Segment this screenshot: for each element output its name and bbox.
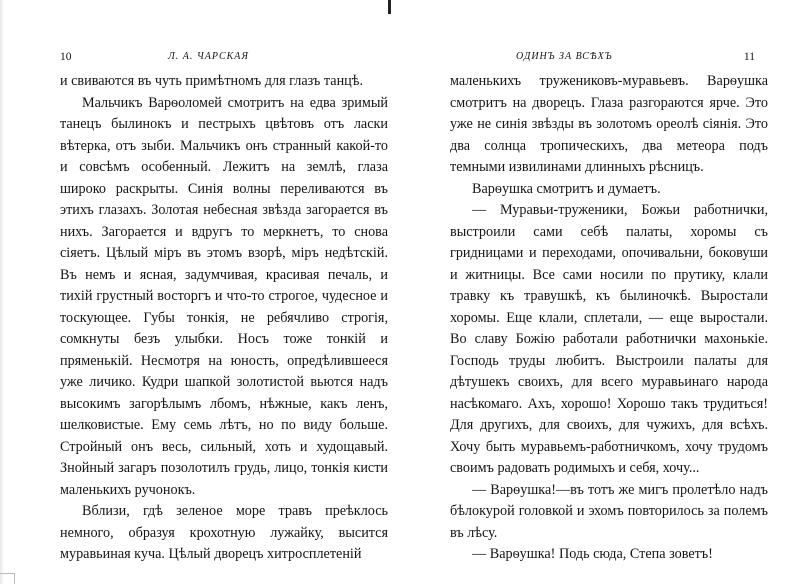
gutter-mark <box>388 0 391 14</box>
left-page-text <box>60 71 388 566</box>
paragraph: и свиваются въ чуть примѣтномъ для глазъ танцѣ. <box>60 73 364 89</box>
corner-mark <box>0 573 15 584</box>
paragraph: — Варѳушка! Подь сюда, Степа зоветъ! <box>472 546 713 562</box>
right-running-title: ОДИНЪ ЗА ВСѢХЪ <box>516 51 613 62</box>
right-page <box>420 0 768 584</box>
paragraph: Мальчикъ Варѳоломей смотритъ на едва зримый танецъ былинокъ и пестрыхъ цвѣтовъ отъ ласки вѣтерка, отъ зыби. Мальчикъ онъ странный какой-то и совсѣмъ особенный. Лежитъ на землѣ, глаза широко раскрыты. Синія волны переливаются въ этихъ глазахъ. Золотая небесная звѣзда загорается въ нихъ. Загорается и вдругъ то меркнетъ, то снова сіяетъ. Цѣлый міръ въ этомъ взорѣ, міръ недѣтскій. Въ немъ и ясная, задумчивая, красивая печаль, и тихій грустный восторгъ и что-то строгое, чудесное и тоскующее. Губы тонкія, не ребячливо строгія, сомкнуты безъ улыбки. Носъ тоже тонкій и пряменькій. Несмотря на юность, опредѣлившееся уже личико. Кудри шапкой золотистой вьются надъ высокимъ загорѣлымъ лбомъ, нѣжные, какъ ленъ, шелковистые. Ему семь лѣтъ, но по виду больше. Стройный онъ весь, сильный, хоть и худощавый. Знойный загаръ позолотилъ грудь, лицо, тонкія кисти маленькихъ ручонокъ. <box>60 94 388 498</box>
left-running-title: Л. А. ЧАРСКАЯ <box>168 51 249 62</box>
left-page <box>30 0 388 584</box>
paragraph: — Варѳушка!—въ тотъ же мигъ пролетѣло надъ бѣлокурой головкой и эхомъ повторилось за полемъ въ лѣсу. <box>450 481 768 541</box>
right-page-text <box>450 71 768 566</box>
page-edge-shadow <box>0 0 4 584</box>
right-running-head <box>420 49 765 65</box>
paragraph: маленькихъ тружениковъ-муравьевъ. Варѳушка смотритъ на дворецъ. Глаза разгораются ярче. Это уже не синія звѣзды въ золотомъ ореолѣ сіянія. Это два солнца тропическихъ, два метеора подъ темными извилинами длинныхъ рѣсницъ. <box>450 73 768 175</box>
paragraph: Вблизи, гдѣ зеленое море травъ преѣклось немного, образуя крохотную лужайку, высится муравьиная куча. Цѣлый дворецъ хитросплетеній <box>60 503 388 562</box>
left-page-number: 10 <box>60 51 72 63</box>
left-running-head <box>30 49 388 65</box>
right-page-number: 11 <box>743 51 755 63</box>
paragraph: — Муравьи-труженики, Божьи работнички, выстроили сами себѣ палаты, хоромы съ гридницами и переходами, опочивальни, боковуши и житницы. Все сами носили по прутику, клали травку къ травушкѣ, къ былиночкѣ. Выростали хоромы. Еще клали, сплетали, — еще выростали. Во славу Божію работали работнички махонькіе. Господь труды любитъ. Выстроили палаты для дѣтушекъ своихъ, для всего муравьинаго народа насѣкомаго. Ахъ, хорошо! Хорошо такъ трудиться! Для другихъ, для своихъ, для чужихъ, для всѣхъ. Хочу быть муравьемъ-работничкомъ, хочу трудомъ своимъ радовать родимыхъ и себя, хочу... <box>450 202 768 476</box>
paragraph: Варѳушка смотритъ и думаетъ. <box>472 180 661 197</box>
